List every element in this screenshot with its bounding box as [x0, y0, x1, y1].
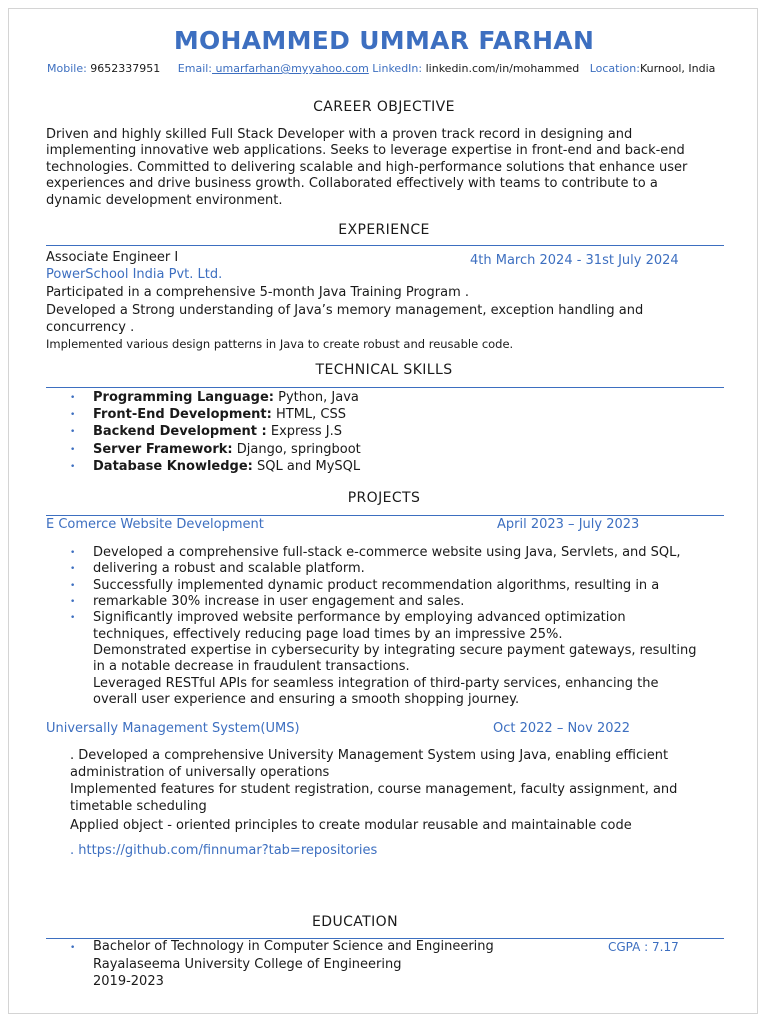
- objective-line: dynamic development environment.: [46, 192, 283, 208]
- project-dates: Oct 2022 – Nov 2022: [493, 721, 631, 736]
- project-line: Implemented features for student registration, course management, faculty assignment, and: [70, 782, 678, 797]
- objective-line: technologies. Committed to delivering scalable and high-performance solutions that enhance user: [46, 159, 688, 175]
- job-line: Implemented various design patterns in Java to create robust and reusable code.: [46, 337, 514, 351]
- job-company: PowerSchool India Pvt. Ltd.: [46, 267, 223, 282]
- project-dates: April 2023 – July 2023: [497, 517, 640, 532]
- bullet-icon: •: [70, 581, 76, 591]
- linkedin-label: LinkedIn:: [372, 62, 423, 75]
- bullet-icon: •: [70, 597, 76, 607]
- job-line: Developed a Strong understanding of Java’s memory management, exception handling and: [46, 303, 644, 318]
- linkedin-value[interactable]: linkedin.com/in/mohammed: [425, 62, 580, 75]
- email-label: Email:: [177, 62, 213, 75]
- job-line: concurrency .: [46, 320, 135, 335]
- objective-line: Driven and highly skilled Full Stack Developer with a proven track record in designing and: [46, 127, 633, 142]
- mobile-label: Mobile:: [47, 62, 87, 75]
- section-rule: [46, 387, 724, 388]
- project-line: techniques, effectively reducing page load times by an impressive 25%.: [93, 627, 563, 642]
- skill-item: [93, 459, 360, 474]
- education-degree: Bachelor of Technology in Computer Science and Engineering: [93, 939, 494, 954]
- project-line: Demonstrated expertise in cybersecurity by integrating secure payment gateways, resulting: [93, 643, 697, 658]
- project-line: Developed a comprehensive full-stack e-commerce website using Java, Servlets, and SQL,: [93, 545, 681, 560]
- project-line: Significantly improved website performance by employing advanced optimization: [93, 610, 626, 625]
- project-line: administration of universally operations: [70, 765, 330, 780]
- skill-item: [93, 407, 346, 422]
- project-name: Universally Management System(UMS): [46, 721, 300, 736]
- section-title-education: EDUCATION: [312, 914, 398, 930]
- location-label: Location:: [589, 62, 640, 75]
- project-line: Applied object - oriented principles to create modular reusable and maintainable code: [70, 818, 632, 833]
- project-name: E Comerce Website Development: [46, 517, 264, 532]
- bullet-icon: •: [70, 462, 76, 472]
- skill-value: Python, Java: [273, 390, 359, 405]
- education-college: Rayalaseema University College of Engineering: [93, 957, 402, 972]
- education-cgpa: CGPA : 7.17: [608, 940, 679, 954]
- skill-item: [93, 390, 359, 405]
- skill-value: Express J.S: [266, 424, 342, 439]
- project-line: delivering a robust and scalable platform.: [93, 561, 365, 576]
- skill-item: [93, 424, 342, 439]
- skill-label: Server Framework:: [93, 442, 233, 457]
- mobile-value: 9652337951: [90, 62, 161, 75]
- skill-label: Programming Language:: [93, 390, 274, 405]
- job-dates: 4th March 2024 - 31st July 2024: [470, 253, 679, 268]
- skill-label: Front-End Development:: [93, 407, 272, 422]
- education-years: 2019-2023: [93, 974, 164, 989]
- github-link[interactable]: . https://github.com/finnumar?tab=repositories: [70, 843, 378, 858]
- skill-label: Database Knowledge:: [93, 459, 253, 474]
- section-title-objective: CAREER OBJECTIVE: [313, 99, 455, 115]
- job-line: Participated in a comprehensive 5-month Java Training Program .: [46, 285, 469, 300]
- objective-line: experiences and drive business growth. Collaborated effectively with teams to contribute to a: [46, 176, 658, 192]
- location-value: Kurnool, India: [639, 62, 716, 75]
- resume-name: MOHAMMED UMMAR FARHAN: [173, 26, 595, 55]
- project-line: Successfully implemented dynamic product recommendation algorithms, resulting in a: [93, 578, 660, 593]
- bullet-icon: •: [70, 445, 76, 455]
- job-role: Associate Engineer I: [46, 250, 179, 265]
- project-line: in a notable decrease in fraudulent transactions.: [93, 659, 410, 674]
- bullet-icon: •: [70, 548, 76, 558]
- section-title-projects: PROJECTS: [347, 490, 421, 506]
- skill-label: Backend Development :: [93, 424, 267, 439]
- project-line: timetable scheduling: [70, 799, 207, 814]
- skill-item: [93, 442, 361, 457]
- project-line: remarkable 30% increase in user engagement and sales.: [93, 594, 465, 609]
- skill-value: SQL and MySQL: [252, 459, 361, 474]
- contact-line: [47, 62, 715, 75]
- objective-line: implementing innovative web applications. Seeks to leverage expertise in front-end and back-end: [46, 143, 685, 159]
- project-line: overall user experience and ensuring a smooth shopping journey.: [93, 692, 520, 707]
- bullet-icon: •: [70, 613, 76, 623]
- objective-paragraph: [46, 127, 732, 209]
- project-line: Leveraged RESTful APIs for seamless integration of third-party services, enhancing the: [93, 676, 659, 691]
- bullet-icon: •: [70, 393, 76, 403]
- section-rule: [46, 515, 724, 516]
- bullet-icon: •: [70, 427, 76, 437]
- bullet-icon: •: [70, 564, 76, 574]
- project-line: . Developed a comprehensive University Management System using Java, enabling efficient: [70, 748, 669, 763]
- email-link[interactable]: umarfarhan@myyahoo.com: [212, 62, 369, 75]
- bullet-icon: •: [70, 410, 76, 420]
- bullet-icon: •: [70, 943, 76, 953]
- skill-value: Django, springboot: [232, 442, 361, 457]
- project-description: [70, 747, 736, 834]
- section-title-skills: TECHNICAL SKILLS: [315, 362, 453, 378]
- section-title-experience: EXPERIENCE: [338, 222, 430, 238]
- section-rule: [46, 245, 724, 246]
- skill-value: HTML, CSS: [271, 407, 347, 422]
